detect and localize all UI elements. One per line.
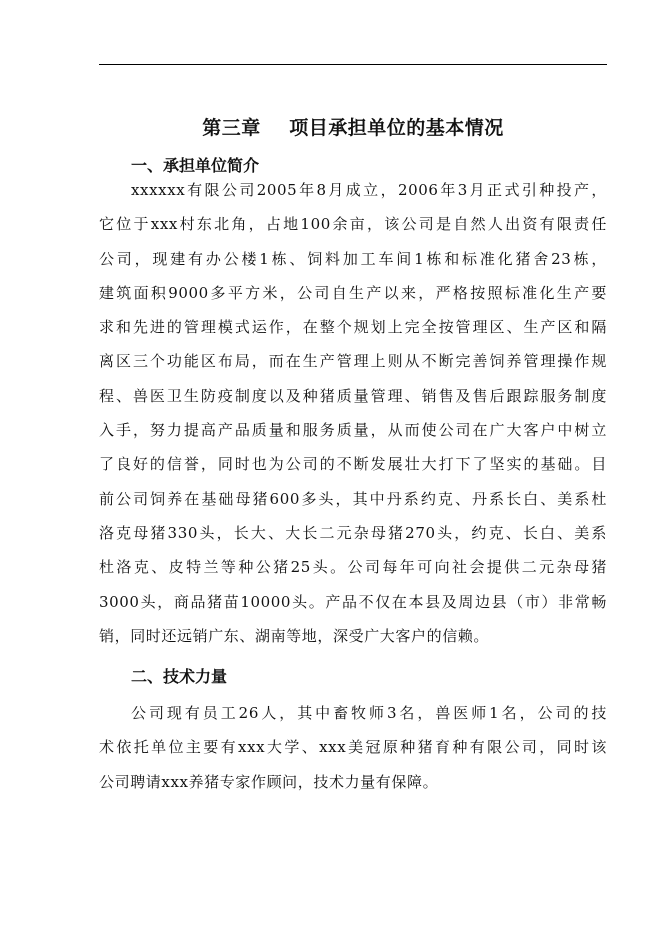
paragraph-line: 程、兽医卫生防疫制度以及种猪质量管理、销售及售后跟踪服务制度: [99, 386, 607, 405]
paragraph-line: 公司现有员工26人，其中畜牧师3名，兽医师1名，公司的技: [131, 704, 607, 722]
paragraph-line: 建筑面积9000多平方米，公司自生产以来，严格按照标准化生产要: [99, 283, 607, 302]
paragraph-line: 3000头，商品猪苗10000头。产品不仅在本县及周边县（市）非常畅: [99, 592, 607, 611]
paragraph-line: 离区三个功能区布局，而在生产管理上则从不断完善饲养管理操作规: [99, 352, 607, 371]
paragraph-line: 洛克母猪330头，长大、大长二元杂母猪270头，约克、长白、美系: [99, 523, 607, 542]
paragraph-line: 术依托单位主要有xxx大学、xxx美冠原种猪育种有限公司，同时该: [99, 738, 607, 757]
paragraph-line: 公司聘请xxx养猪专家作顾问，技术力量有保障。: [99, 772, 439, 791]
unit-intro-paragraph: [99, 178, 607, 658]
section-heading-unit-intro: 一、承担单位简介: [131, 156, 260, 175]
chapter-title: 第三章 项目承担单位的基本情况: [202, 117, 504, 139]
paragraph-line: 杜洛克、皮特兰等种公猪25头。公司每年可向社会提供二元杂母猪: [99, 558, 607, 577]
paragraph-line: 销，同时还远销广东、湖南等地，深受广大客户的信赖。: [99, 626, 490, 645]
header-rule: [99, 64, 607, 65]
paragraph-line: 入手，努力提高产品质量和服务质量，从而使公司在广大客户中树立: [99, 421, 607, 440]
paragraph-line: 求和先进的管理模式运作，在整个规划上完全按管理区、生产区和隔: [99, 318, 607, 337]
technical-strength-paragraph: [99, 701, 607, 804]
paragraph-line: xxxxxx有限公司2005年8月成立，2006年3月正式引种投产，: [131, 181, 607, 199]
paragraph-line: 了良好的信誉，同时也为公司的不断发展壮大打下了坚实的基础。目: [99, 455, 607, 474]
paragraph-line: 公司，现建有办公楼1栋、饲料加工车间1栋和标准化猪舍23栋，: [99, 249, 607, 268]
section-heading-technical-strength: 二、技术力量: [131, 667, 228, 686]
paragraph-line: 它位于xxx村东北角，占地100余亩，该公司是自然人出资有限责任: [99, 215, 607, 234]
paragraph-line: 前公司饲养在基础母猪600多头，其中丹系约克、丹系长白、美系杜: [99, 489, 607, 508]
